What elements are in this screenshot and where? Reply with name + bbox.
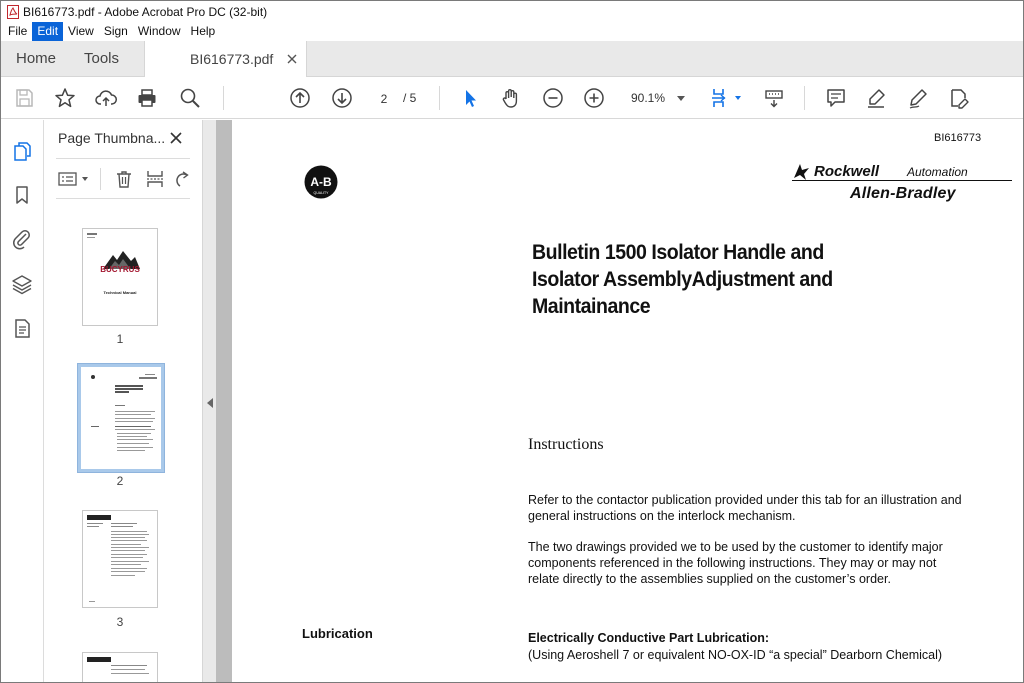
insert-page-icon [145,169,165,189]
page-number-input[interactable]: 2 [380,92,388,106]
fit-page-icon [709,87,731,109]
find-button[interactable] [177,85,203,111]
tab-tools[interactable]: Tools [84,50,120,67]
pane-divider [56,198,190,199]
page-thumbnails-pane [44,120,203,683]
sign-button[interactable] [905,85,931,111]
save-icon [13,87,35,109]
plus-circle-icon [583,87,605,109]
brand-automation: Automation [907,165,968,179]
menu-edit[interactable]: Edit [32,22,63,41]
rockwell-automation-logo [792,162,1012,182]
edit-document-icon [948,87,970,109]
delete-pages-button[interactable] [114,168,134,190]
keyboard-scroll-icon [763,87,785,109]
chevron-down-icon[interactable] [735,96,741,100]
rotate-pages-button[interactable] [175,168,191,190]
bookmarks-nav-button[interactable] [11,184,33,206]
thumbnail-page-3[interactable] [82,510,158,608]
toolbar-separator [223,86,224,110]
bookmark-star-button[interactable] [52,85,78,111]
zoom-out-button[interactable] [540,85,566,111]
comment-icon [825,87,847,109]
star-icon [54,87,76,109]
arrow-down-circle-icon [331,87,353,109]
bucyrus-logo-text: BUCYRUS [100,265,140,274]
title-bar [1,1,1023,22]
page-total: / 5 [403,91,417,105]
menu-file[interactable]: File [8,24,28,38]
allen-bradley-logo [302,165,340,199]
document-title [532,239,839,320]
print-icon [136,87,158,109]
thumbnail-page-2[interactable] [78,364,164,472]
close-tab-icon[interactable] [285,52,299,66]
ab-logo-letters: A-B [310,175,332,189]
fill-sign-button[interactable] [946,85,972,111]
options-list-icon [58,171,78,187]
next-page-button[interactable] [329,85,355,111]
title-line: Bulletin 1500 Isolator Handle and [532,241,824,264]
chevron-down-icon [82,177,88,181]
close-icon[interactable] [168,130,184,146]
document-id: BI616773 [934,132,982,144]
toolbar-separator [439,86,440,110]
navigation-pane-icons [1,120,44,683]
menu-bar [1,22,1023,41]
pdf-app-icon [7,5,19,19]
cursor-arrow-icon [459,87,481,109]
pane-separator [100,168,101,190]
insert-pages-button[interactable] [145,168,165,190]
pdf-page [232,120,1023,683]
document-viewer[interactable] [216,120,1023,683]
arrow-up-circle-icon [289,87,311,109]
highlight-button[interactable] [863,85,889,111]
search-icon [179,87,201,109]
lubrication-subheading: Electrically Conductive Part Lubrication: [528,631,770,645]
technical-manual-caption: Technical Manual [103,290,137,295]
scroll-mode-button[interactable] [761,85,787,111]
comment-button[interactable] [823,85,849,111]
rotate-icon [175,169,191,189]
thumbnail-list [44,208,182,683]
chevron-down-icon [677,96,685,101]
pen-sign-icon [907,87,929,109]
layers-nav-button[interactable] [11,273,33,295]
bookmark-icon [11,184,33,206]
pane-divider [56,158,190,159]
lubrication-heading: Lubrication [302,626,373,641]
document-content-icon [11,317,33,339]
zoom-level-dropdown[interactable] [625,87,691,109]
minus-circle-icon [542,87,564,109]
thumbnails-pane-title: Page Thumbna... [58,130,166,146]
ab-logo-quality: QUALITY [313,191,329,195]
brand-rockwell: Rockwell [814,163,880,180]
cloud-upload-icon [95,87,117,109]
zoom-in-button[interactable] [581,85,607,111]
thumbnail-page-1[interactable] [82,228,158,326]
thumbnail-page-4[interactable] [82,652,158,683]
tab-home[interactable]: Home [16,50,57,67]
layers-icon [11,273,33,295]
thumbnail-label: 2 [116,474,124,488]
trash-icon [114,169,134,189]
document-tab-label: BI616773.pdf [190,51,274,67]
tab-document[interactable] [144,41,307,78]
menu-sign[interactable]: Sign [103,24,128,38]
instructions-heading: Instructions [528,436,604,453]
highlighter-icon [865,87,887,109]
tab-bar [1,41,1023,77]
brand-allen-bradley: Allen-Bradley [850,185,956,202]
lubrication-note: (Using Aeroshell 7 or equivalent NO-OX-ID “a special” Dearborn Chemical) [528,648,943,662]
copy-pages-icon [11,140,33,162]
content-nav-button[interactable] [11,317,33,339]
hand-tool-button[interactable] [498,85,524,111]
zoom-value: 90.1% [631,91,666,105]
paragraph: Refer to the contactor publication provided under this tab for an illustration and general instructions on the interlock mechanism. [528,493,962,523]
thumbnail-label: 3 [116,615,124,629]
title-line: Isolator AssemblyAdjustment and [532,268,833,291]
page-thumbnails-nav-button[interactable] [11,140,33,162]
save-button[interactable] [11,85,37,111]
thumbnail-label: 1 [116,332,124,346]
toolbar-separator [804,86,805,110]
select-tool-button[interactable] [457,85,483,111]
toolbar [1,77,1023,119]
paragraph: The two drawings provided we to be used by the customer to identify major components referenced in the following instructions. They may or may not relate directly to the assemblies supplied on the customer’s order. [528,540,943,586]
print-button[interactable] [134,85,160,111]
title-line: Maintainance [532,295,651,318]
menu-window[interactable]: Window [137,24,181,38]
pane-splitter[interactable] [203,120,216,683]
page-fit-button[interactable] [707,85,733,111]
hand-icon [500,87,522,109]
previous-page-button[interactable] [287,85,313,111]
menu-view[interactable]: View [68,24,94,38]
paperclip-icon [11,228,33,250]
menu-help[interactable]: Help [190,24,216,38]
attachments-nav-button[interactable] [11,228,33,250]
window-title: BI616773.pdf - Adobe Acrobat Pro DC (32-bit) [23,4,268,19]
collapse-pane-arrow-icon[interactable] [207,398,213,408]
thumbnail-options-button[interactable] [58,168,88,190]
upload-cloud-button[interactable] [93,85,119,111]
